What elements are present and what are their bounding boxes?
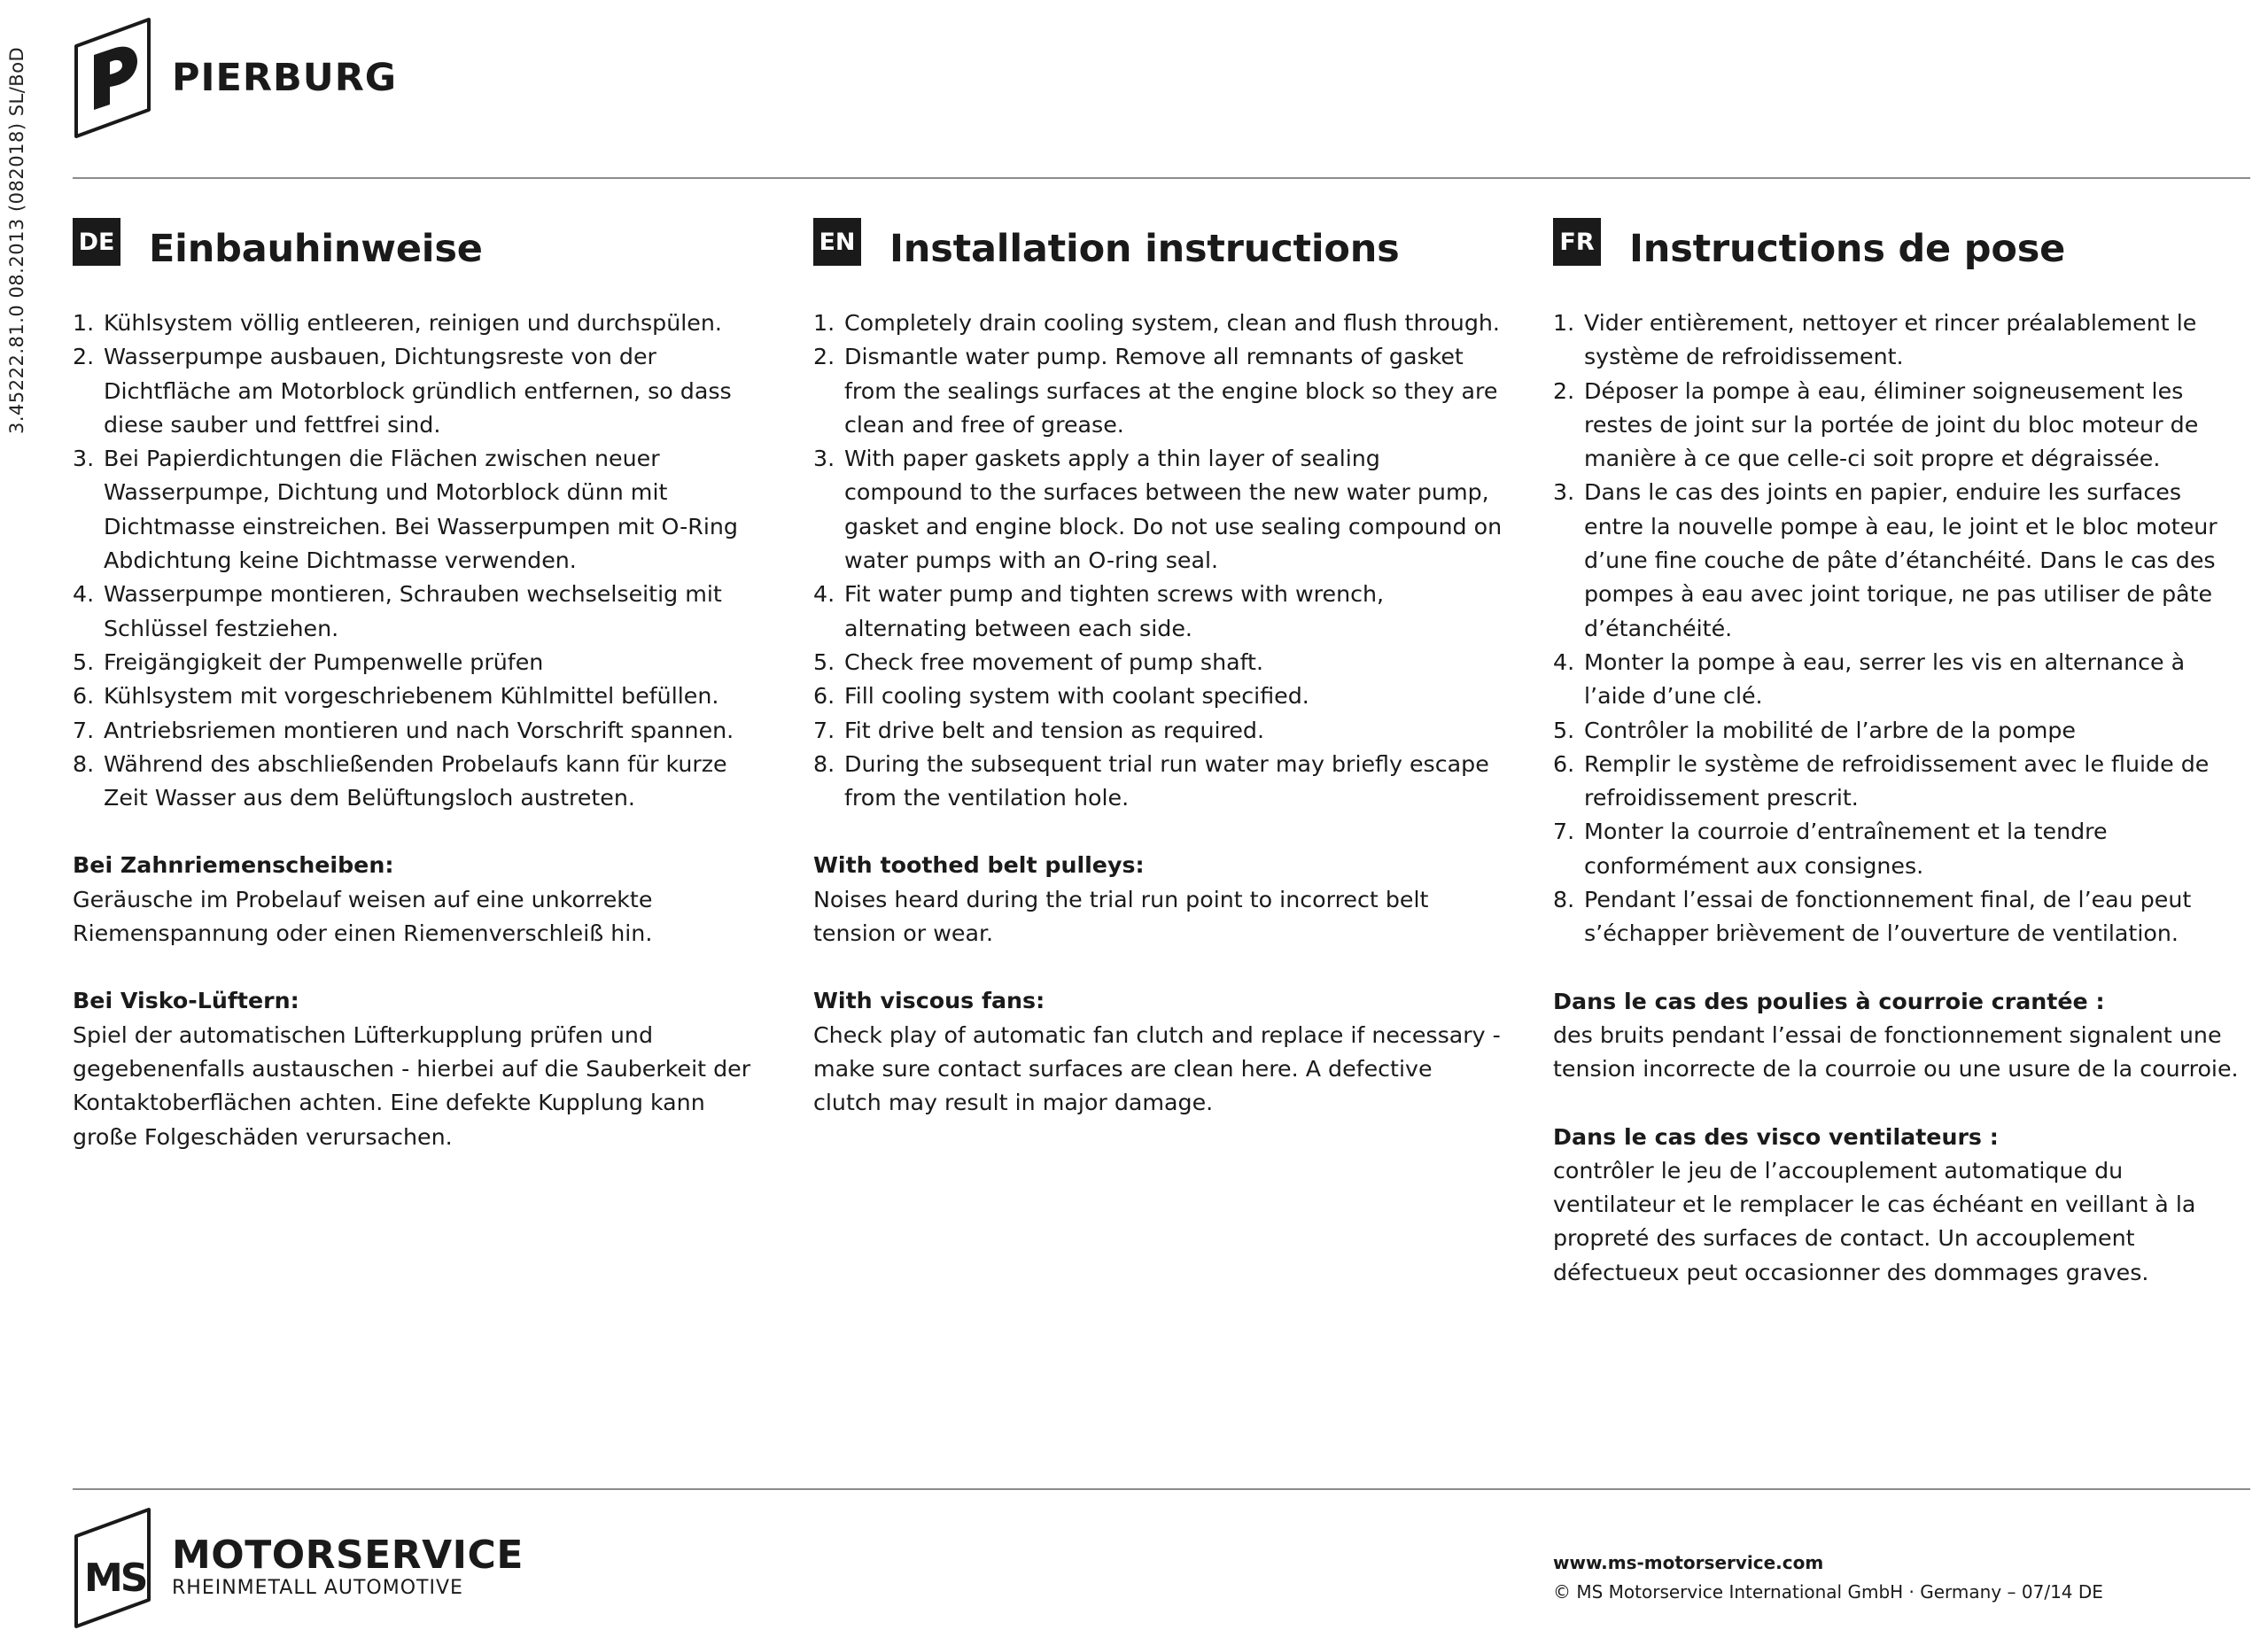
language-badge: DE [73, 218, 120, 266]
list-item [73, 578, 764, 646]
step-text: Completely drain cooling system, clean and flush through. [844, 310, 1500, 336]
list-item [813, 307, 1504, 340]
step-number: 2. [73, 344, 95, 370]
step-number: 3. [1553, 479, 1575, 506]
note-section [813, 849, 1504, 951]
step-text: Fit water pump and tighten screws with wrench, alternating between each side. [844, 581, 1385, 641]
brand-name: PIERBURG [172, 56, 398, 100]
step-text: Fit drive belt and tension as required. [844, 717, 1265, 743]
step-text: Antriebsriemen montieren und nach Vorschrift spannen. [104, 717, 734, 743]
section-body: des bruits pendant l’essai de fonctionnement signalent une tension incorrecte de la courroie ou une usure de la courroie. [1553, 1021, 2239, 1083]
note-section [1553, 1121, 2244, 1290]
step-number: 7. [73, 717, 95, 743]
list-item [813, 340, 1504, 442]
note-section [73, 984, 764, 1153]
company-name: MOTORSERVICE [172, 1533, 524, 1578]
step-number: 1. [73, 310, 95, 336]
step-number: 4. [813, 581, 835, 608]
note-section [1553, 985, 2244, 1087]
section-body: contrôler le jeu de l’accouplement automatique du ventilateur et le remplacer le cas échéant en veillant à la propreté des surfaces de contact. Un accouplement défectueux peut occasionner des dommages graves. [1553, 1157, 2196, 1285]
step-text: Check free movement of pump shaft. [844, 648, 1264, 675]
step-text: Wasserpumpe ausbauen, Dichtungsreste von der Dichtfläche am Motorblock gründlich entfernen, so dass diese sauber und fettfrei sind. [104, 344, 732, 438]
step-number: 3. [73, 446, 95, 472]
list-item [1553, 815, 2244, 883]
list-item [73, 748, 764, 816]
footer-info [1553, 1548, 2103, 1607]
step-text: Während des abschließenden Probelaufs kann für kurze Zeit Wasser aus dem Belüftungsloch austreten. [104, 750, 727, 811]
column-title: Instructions de pose [1629, 227, 2066, 271]
step-text: Fill cooling system with coolant specified. [844, 683, 1309, 710]
step-number: 1. [1553, 310, 1575, 336]
section-title: Bei Zahnriemenscheiben: [73, 852, 394, 879]
column-header [813, 218, 1504, 280]
list-item [73, 714, 764, 748]
steps-list [1553, 307, 2244, 951]
list-item [1553, 714, 2244, 748]
column-header [1553, 218, 2244, 280]
brand-header [73, 16, 397, 140]
list-item [813, 714, 1504, 748]
list-item [813, 442, 1504, 578]
step-text: Monter la courroie d’entraînement et la tendre conformément aux consignes. [1584, 819, 2108, 879]
column-title: Einbauhinweise [149, 227, 483, 271]
section-body: Check play of automatic fan clutch and replace if necessary - make sure contact surfaces are clean here. A defective clutch may result in major damage. [813, 1021, 1501, 1116]
step-number: 4. [73, 581, 95, 608]
step-number: 2. [1553, 377, 1575, 404]
list-item [73, 340, 764, 442]
list-item [73, 679, 764, 713]
website-url: www.ms-motorservice.com [1553, 1552, 1824, 1573]
list-item [73, 442, 764, 578]
list-item [1553, 476, 2244, 645]
step-number: 7. [813, 717, 835, 743]
footer-brand [73, 1506, 524, 1630]
list-item [813, 646, 1504, 679]
section-title: Bei Visko-Lüftern: [73, 988, 299, 1014]
step-number: 1. [813, 310, 835, 336]
column-de [73, 218, 764, 1154]
step-number: 4. [1553, 648, 1575, 675]
step-text: Bei Papierdichtungen die Flächen zwischen neuer Wasserpumpe, Dichtung und Motorblock dünn mit Dichtmasse einstreichen. Bei Wasserpumpen mit O-Ring Abdichtung keine Dichtmasse verwenden. [104, 446, 738, 574]
step-number: 3. [813, 446, 835, 472]
step-number: 6. [73, 683, 95, 710]
section-body: Spiel der automatischen Lüfterkupplung prüfen und gegebenenfalls austauschen - hierbei auf die Sauberkeit der Kontaktoberflächen achten. Eine defekte Kupplung kann große Folgeschäden verursachen. [73, 1021, 751, 1150]
step-text: Remplir le système de refroidissement avec le fluide de refroidissement prescrit. [1584, 750, 2210, 811]
language-badge: EN [813, 218, 861, 266]
step-text: During the subsequent trial run water may briefly escape from the ventilation hole. [844, 750, 1489, 811]
step-text: Kühlsystem mit vorgeschriebenem Kühlmittel befüllen. [104, 683, 719, 710]
step-text: With paper gaskets apply a thin layer of sealing compound to the surfaces between the new water pump, gasket and engine block. Do not use sealing compound on water pumps with an O-ring seal. [844, 446, 1503, 574]
step-text: Dismantle water pump. Remove all remnants of gasket from the sealings surfaces at the engine block so they are clean and free of grease. [844, 344, 1498, 438]
svg-text:MS: MS [84, 1556, 146, 1601]
step-number: 6. [1553, 750, 1575, 777]
header-divider [73, 177, 2250, 179]
step-text: Kühlsystem völlig entleeren, reinigen und durchspülen. [104, 310, 722, 336]
list-item [1553, 375, 2244, 477]
footer-brand-text [172, 1533, 524, 1600]
note-section [73, 849, 764, 951]
footer-divider [73, 1488, 2250, 1490]
company-subtitle: RHEINMETALL AUTOMOTIVE [172, 1577, 463, 1599]
step-number: 5. [1553, 717, 1575, 743]
note-section [813, 984, 1504, 1120]
pierburg-p-logo-icon [73, 16, 152, 140]
list-item [813, 748, 1504, 816]
step-number: 5. [813, 648, 835, 675]
ms-motorservice-logo-icon [73, 1506, 152, 1630]
step-text: Monter la pompe à eau, serrer les vis en alternance à l’aide d’une clé. [1584, 648, 2186, 710]
list-item [813, 578, 1504, 646]
step-text: Vider entièrement, nettoyer et rincer préalablement le système de refroidissement. [1584, 310, 2197, 370]
language-badge: FR [1553, 218, 1601, 266]
column-header [73, 218, 764, 280]
step-number: 7. [1553, 819, 1575, 845]
section-body: Noises heard during the trial run point to incorrect belt tension or wear. [813, 886, 1429, 947]
step-number: 8. [73, 750, 95, 777]
list-item [1553, 646, 2244, 714]
list-item [73, 307, 764, 340]
section-title: Dans le cas des poulies à courroie crantée : [1553, 988, 2105, 1014]
step-number: 5. [73, 648, 95, 675]
section-body: Geräusche im Probelauf weisen auf eine unkorrekte Riemenspannung oder einen Riemenverschleiß hin. [73, 886, 653, 947]
step-text: Dans le cas des joints en papier, enduire les surfaces entre la nouvelle pompe à eau, le joint et le bloc moteur d’une fine couche de pâte d’étanchéité. Dans le cas des pompes à eau avec joint torique, ne pas utiliser de pâte d’étanchéité. [1584, 479, 2218, 641]
step-text: Déposer la pompe à eau, éliminer soigneusement les restes de joint sur la portée de joint du bloc moteur de manière à ce que celle-ci soit propre et dégraissée. [1584, 377, 2199, 472]
step-number: 2. [813, 344, 835, 370]
step-text: Freigängigkeit der Pumpenwelle prüfen [104, 648, 544, 675]
step-number: 8. [813, 750, 835, 777]
document-code: 3.45222.81.0 08.2013 (082018) SL/BoD [6, 46, 27, 434]
list-item [1553, 748, 2244, 816]
steps-list [813, 307, 1504, 815]
step-number: 6. [813, 683, 835, 710]
section-title: With viscous fans: [813, 988, 1045, 1014]
step-text: Wasserpumpe montieren, Schrauben wechselseitig mit Schlüssel festziehen. [104, 581, 722, 641]
list-item [1553, 307, 2244, 375]
step-text: Pendant l’essai de fonctionnement final, de l’eau peut s’échapper brièvement de l’ouverture de ventilation. [1584, 887, 2192, 947]
column-title: Installation instructions [889, 227, 1400, 271]
column-fr [1553, 218, 2244, 1290]
section-title: Dans le cas des visco ventilateurs : [1553, 1123, 1999, 1150]
list-item [73, 646, 764, 679]
steps-list [73, 307, 764, 815]
list-item [1553, 883, 2244, 951]
step-text: Contrôler la mobilité de l’arbre de la pompe [1584, 717, 2076, 743]
list-item [813, 679, 1504, 713]
copyright-text: © MS Motorservice International GmbH · Germany – 07/14 DE [1553, 1581, 2103, 1603]
column-en [813, 218, 1504, 1121]
section-title: With toothed belt pulleys: [813, 852, 1145, 879]
step-number: 8. [1553, 887, 1575, 913]
